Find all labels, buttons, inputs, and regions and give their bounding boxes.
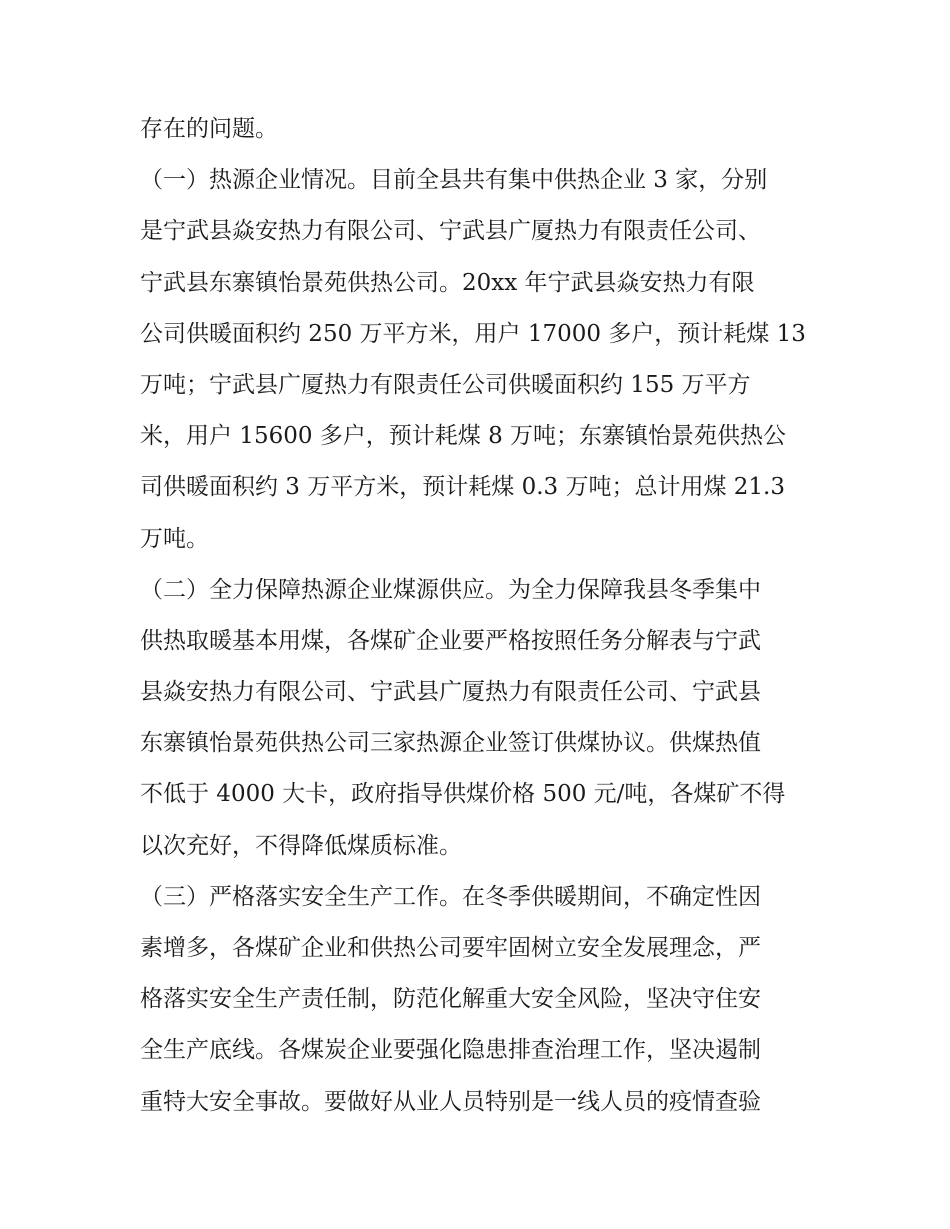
text-line-20: 重特大安全事故。要做好从业人员特别是一线人员的疫情查验	[140, 1088, 761, 1115]
text-line-2: （一）热源企业情况。目前全县共有集中供热企业 3 家，分别	[140, 167, 768, 194]
text-line-12: 县焱安热力有限公司、宁武县广厦热力有限责任公司、宁武县	[140, 679, 761, 706]
text-line-11: 供热取暖基本用煤，各煤矿企业要严格按照任务分解表与宁武	[140, 627, 761, 654]
text-line-1: 存在的问题。	[140, 116, 278, 142]
text-line-15: 以次充好，不得降低煤质标准。	[140, 832, 462, 859]
text-line-16: （三）严格落实安全生产工作。在冬季供暖期间，不确定性因	[140, 883, 761, 910]
text-line-13: 东寨镇怡景苑供热公司三家热源企业签订供煤协议。供煤热值	[140, 730, 761, 757]
text-line-8: 司供暖面积约 3 万平方米，预计耗煤 0.3 万吨；总计用煤 21.3	[140, 474, 785, 501]
text-line-19: 全生产底线。各煤炭企业要强化隐患排查治理工作，坚决遏制	[140, 1037, 761, 1064]
text-line-4: 宁武县东寨镇怡景苑供热公司。20xx 年宁武县焱安热力有限	[140, 269, 755, 296]
text-line-10: （二）全力保障热源企业煤源供应。为全力保障我县冬季集中	[140, 576, 761, 603]
text-line-18: 格落实安全生产责任制，防范化解重大安全风险，坚决守住安	[140, 986, 761, 1013]
text-line-14: 不低于 4000 大卡，政府指导供煤价格 500 元/吨，各煤矿不得	[140, 781, 786, 808]
text-line-6: 万吨；宁武县广厦热力有限责任公司供暖面积约 155 万平方	[140, 371, 751, 398]
text-line-17: 素增多，各煤矿企业和供热公司要牢固树立安全发展理念，严	[140, 935, 761, 961]
text-line-5: 公司供暖面积约 250 万平方米，用户 17000 多户，预计耗煤 13	[140, 320, 806, 347]
text-line-7: 米，用户 15600 多户，预计耗煤 8 万吨；东寨镇怡景苑供热公	[140, 423, 787, 450]
text-line-3: 是宁武县焱安热力有限公司、宁武县广厦热力有限责任公司、	[140, 218, 761, 245]
text-line-9: 万吨。	[140, 525, 209, 552]
body-text	[140, 104, 820, 1128]
